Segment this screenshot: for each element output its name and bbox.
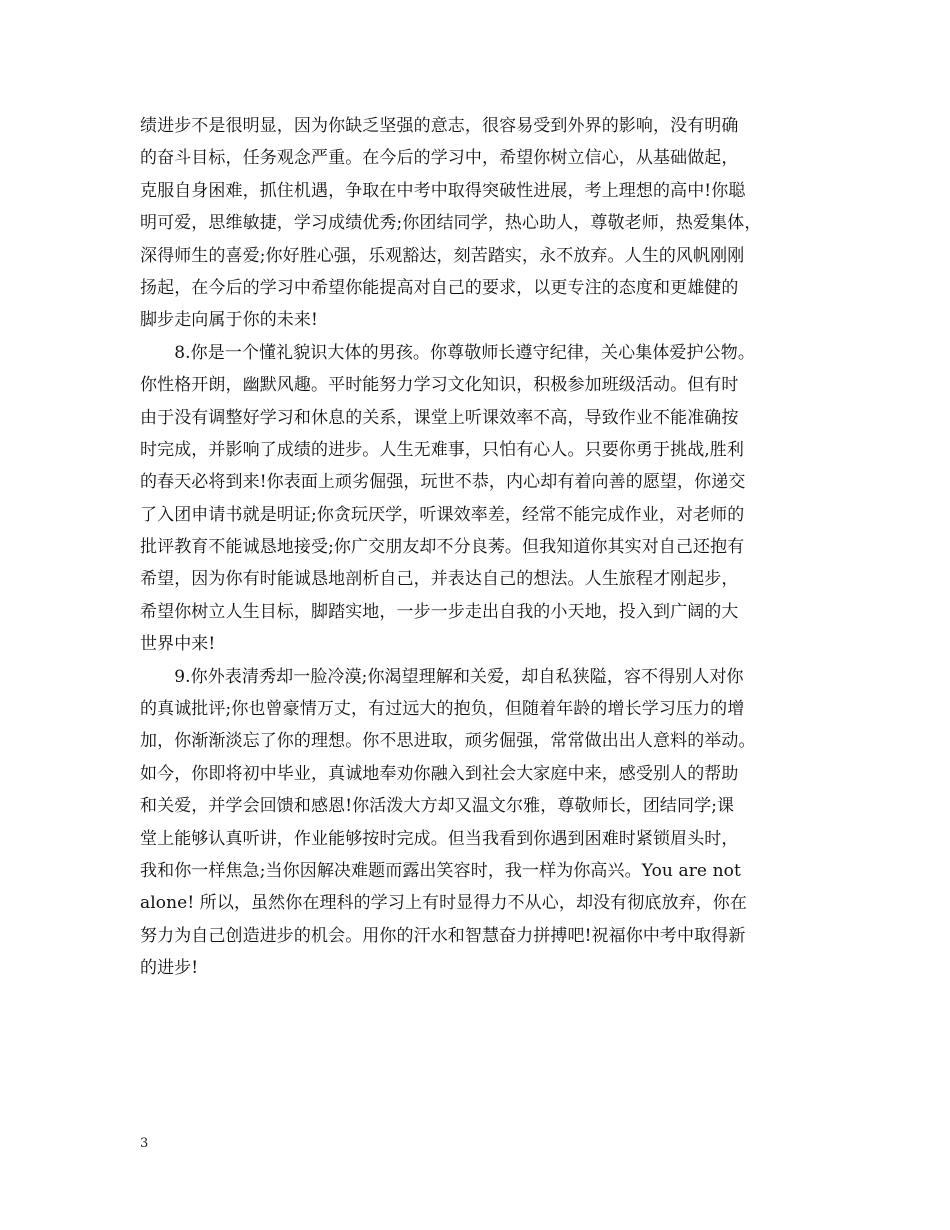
text-line: 深得师生的喜爱;你好胜心强，乐观豁达，刻苦踏实，永不放弃。人生的风帆刚刚 xyxy=(140,245,745,266)
body-text xyxy=(140,110,830,985)
text-line: 我和你一样焦急;当你因解决难题而露出笑容时，我一样为你高兴。You are not xyxy=(140,860,741,881)
text-line: 扬起，在今后的学习中希望你能提高对自己的要求，以更专注的态度和更雄健的 xyxy=(140,277,739,298)
text-line: 9.你外表清秀却一脸冷漠;你渴望理解和关爱，却自私狭隘，容不得别人对你 xyxy=(140,666,744,687)
text-line: 8.你是一个懂礼貌识大体的男孩。你尊敬师长遵守纪律，关心集体爱护公物。 xyxy=(140,342,755,363)
text-line: 明可爱，思维敏捷，学习成绩优秀;你团结同学，热心助人，尊敬老师，热爱集体， xyxy=(140,213,762,234)
text-line: 批评教育不能诚恳地接受;你广交朋友却不分良莠。但我知道你其实对自己还抱有 xyxy=(140,537,745,558)
text-line: 如今，你即将初中毕业，真诚地奉劝你融入到社会大家庭中来，感受别人的帮助 xyxy=(140,763,739,784)
text-line: alone! 所以，虽然你在理科的学习上有时显得力不从心，却没有彻底放弃，你在 xyxy=(140,893,747,914)
text-line: 的真诚批评;你也曾豪情万丈，有过远大的抱负，但随着年龄的增长学习压力的增 xyxy=(140,699,745,720)
text-line: 时完成，并影响了成绩的进步。人生无难事，只怕有心人。只要你勇于挑战,胜利 xyxy=(140,439,745,460)
text-line: 世界中来! xyxy=(140,634,216,655)
text-line: 了入团申请书就是明证;你贪玩厌学，听课效率差，经常不能完成作业，对老师的 xyxy=(140,504,745,525)
text-line: 加，你渐渐淡忘了你的理想。你不思进取，顽劣倔强，常常做出出人意料的举动。 xyxy=(140,731,756,752)
text-line: 希望你树立人生目标，脚踏实地，一步一步走出自我的小天地，投入到广阔的大 xyxy=(140,601,739,622)
text-line: 的春天必将到来!你表面上顽劣倔强，玩世不恭，内心却有着向善的愿望，你递交 xyxy=(140,472,746,493)
page-number: 3 xyxy=(140,1136,149,1151)
text-line: 努力为自己创造进步的机会。用你的汗水和智慧奋力拼搏吧!祝福你中考中取得新 xyxy=(140,925,746,946)
text-line: 克服自身困难，抓住机遇，争取在中考中取得突破性进展，考上理想的高中!你聪 xyxy=(140,180,746,201)
text-line: 你性格开朗，幽默风趣。平时能努力学习文化知识，积极参加班级活动。但有时 xyxy=(140,375,739,396)
text-line: 和关爱，并学会回馈和感恩!你活泼大方却又温文尔雅，尊敬师长，团结同学;课 xyxy=(140,796,735,817)
text-line: 希望，因为你有时能诚恳地剖析自己，并表达自己的想法。人生旅程才刚起步， xyxy=(140,569,739,590)
text-line: 绩进步不是很明显，因为你缺乏坚强的意志，很容易受到外界的影响，没有明确 xyxy=(140,116,739,136)
text-line: 的奋斗目标，任务观念严重。在今后的学习中，希望你树立信心，从基础做起， xyxy=(140,148,739,169)
text-line: 脚步走向属于你的未来! xyxy=(140,310,318,331)
text-line: 由于没有调整好学习和休息的关系，课堂上听课效率不高，导致作业不能准确按 xyxy=(140,407,739,428)
text-line: 的进步! xyxy=(140,958,199,979)
text-line: 堂上能够认真听讲，作业能够按时完成。但当我看到你遇到困难时紧锁眉头时， xyxy=(140,828,739,849)
